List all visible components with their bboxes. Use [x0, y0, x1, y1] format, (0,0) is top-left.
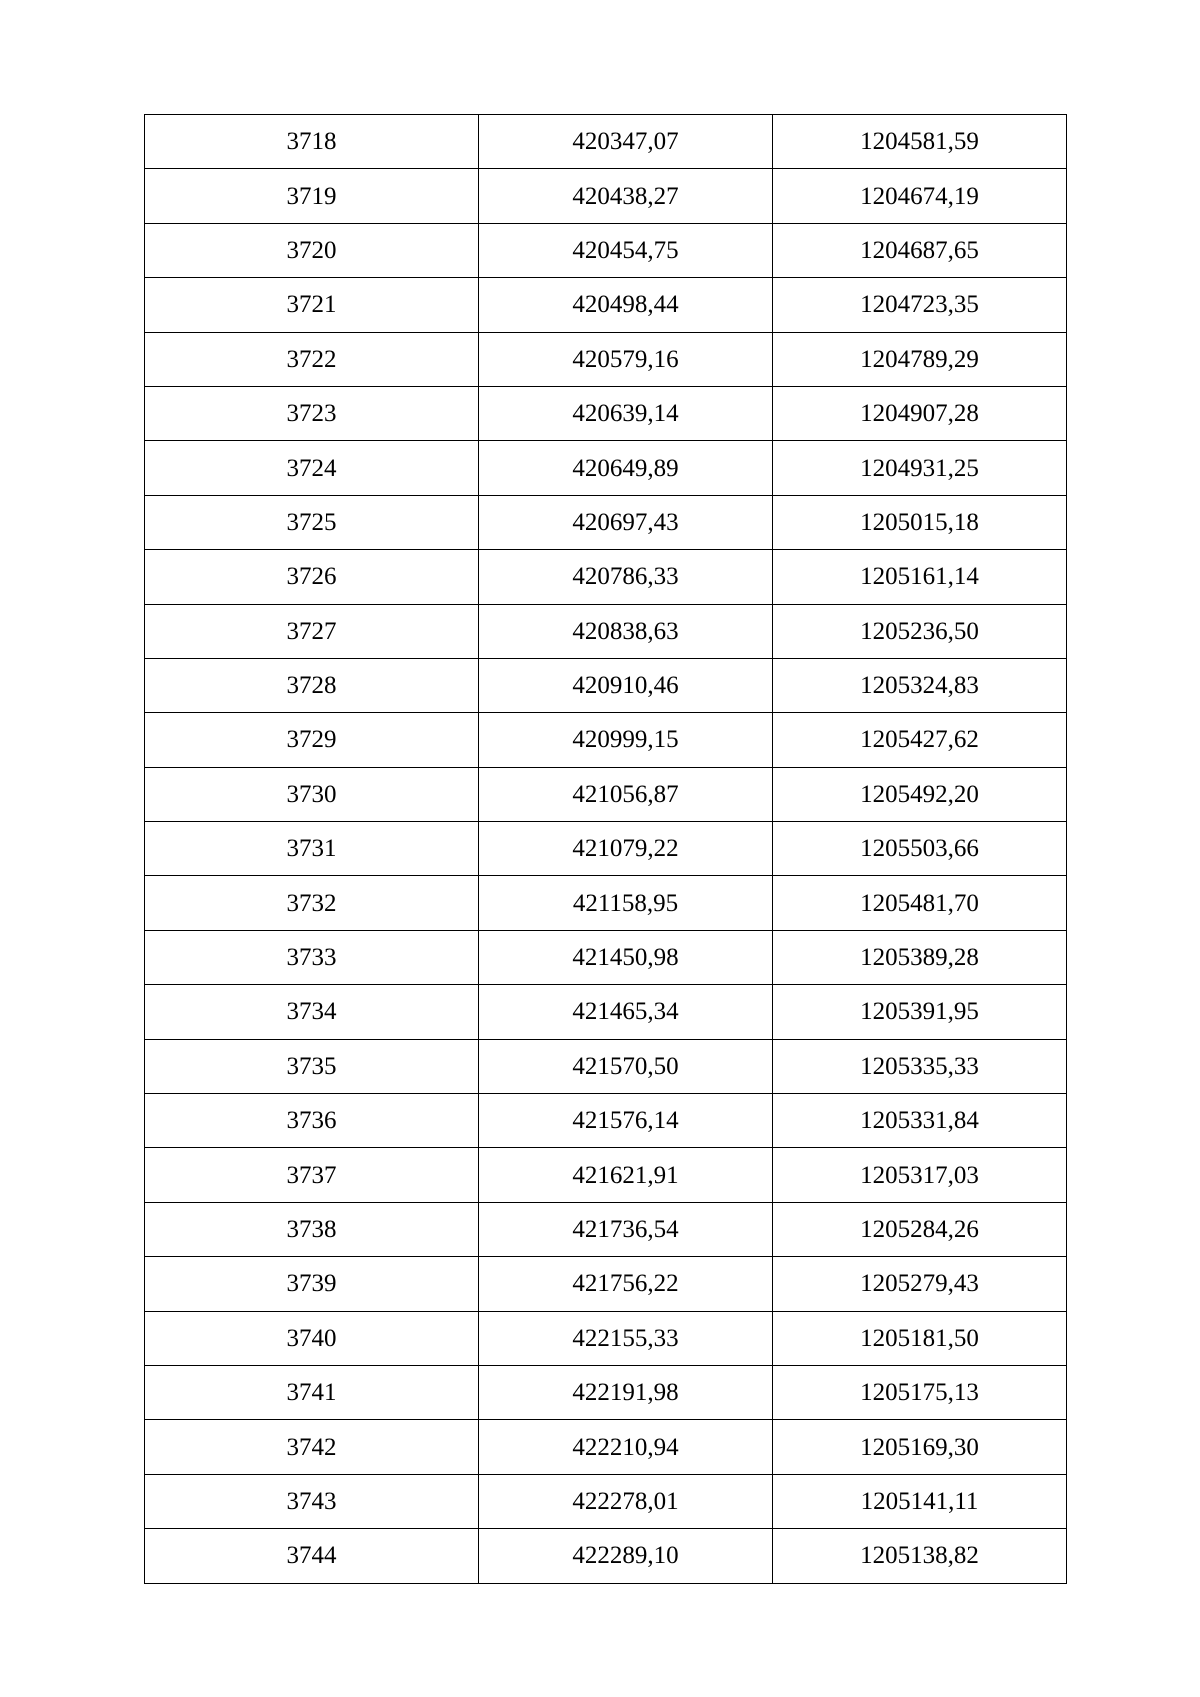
table-row [145, 550, 1067, 604]
y-coordinate-cell: 1205317,03 [773, 1148, 1067, 1202]
x-coordinate-cell: 421450,98 [479, 930, 773, 984]
x-coordinate-cell: 420786,33 [479, 550, 773, 604]
point-number-cell: 3731 [145, 822, 479, 876]
table-row [145, 713, 1067, 767]
y-coordinate-cell: 1205138,82 [773, 1529, 1067, 1583]
point-number-cell: 3720 [145, 223, 479, 277]
point-number-cell: 3741 [145, 1365, 479, 1419]
point-number-cell: 3722 [145, 332, 479, 386]
point-number-cell: 3727 [145, 604, 479, 658]
y-coordinate-cell: 1205503,66 [773, 822, 1067, 876]
table-row [145, 985, 1067, 1039]
y-coordinate-cell: 1205324,83 [773, 658, 1067, 712]
x-coordinate-cell: 420347,07 [479, 115, 773, 169]
x-coordinate-cell: 421570,50 [479, 1039, 773, 1093]
y-coordinate-cell: 1205335,33 [773, 1039, 1067, 1093]
point-number-cell: 3721 [145, 278, 479, 332]
y-coordinate-cell: 1205015,18 [773, 495, 1067, 549]
table-row [145, 386, 1067, 440]
point-number-cell: 3742 [145, 1420, 479, 1474]
y-coordinate-cell: 1204907,28 [773, 386, 1067, 440]
point-number-cell: 3718 [145, 115, 479, 169]
table-row [145, 1529, 1067, 1583]
point-number-cell: 3743 [145, 1474, 479, 1528]
y-coordinate-cell: 1204931,25 [773, 441, 1067, 495]
x-coordinate-cell: 421576,14 [479, 1094, 773, 1148]
x-coordinate-cell: 422155,33 [479, 1311, 773, 1365]
point-number-cell: 3744 [145, 1529, 479, 1583]
coordinates-table [144, 114, 1067, 1584]
x-coordinate-cell: 420454,75 [479, 223, 773, 277]
x-coordinate-cell: 420498,44 [479, 278, 773, 332]
point-number-cell: 3740 [145, 1311, 479, 1365]
y-coordinate-cell: 1205427,62 [773, 713, 1067, 767]
x-coordinate-cell: 422191,98 [479, 1365, 773, 1419]
point-number-cell: 3733 [145, 930, 479, 984]
x-coordinate-cell: 422210,94 [479, 1420, 773, 1474]
y-coordinate-cell: 1205492,20 [773, 767, 1067, 821]
table-row [145, 495, 1067, 549]
point-number-cell: 3734 [145, 985, 479, 1039]
y-coordinate-cell: 1204674,19 [773, 169, 1067, 223]
x-coordinate-cell: 421621,91 [479, 1148, 773, 1202]
point-number-cell: 3732 [145, 876, 479, 930]
table-row [145, 604, 1067, 658]
y-coordinate-cell: 1204687,65 [773, 223, 1067, 277]
table-row [145, 1257, 1067, 1311]
y-coordinate-cell: 1205284,26 [773, 1202, 1067, 1256]
x-coordinate-cell: 422278,01 [479, 1474, 773, 1528]
x-coordinate-cell: 420999,15 [479, 713, 773, 767]
table-row [145, 658, 1067, 712]
table-row [145, 876, 1067, 930]
table-row [145, 1148, 1067, 1202]
table-row [145, 1039, 1067, 1093]
point-number-cell: 3739 [145, 1257, 479, 1311]
x-coordinate-cell: 421465,34 [479, 985, 773, 1039]
x-coordinate-cell: 420579,16 [479, 332, 773, 386]
table-row [145, 1094, 1067, 1148]
table-row [145, 822, 1067, 876]
point-number-cell: 3726 [145, 550, 479, 604]
x-coordinate-cell: 420910,46 [479, 658, 773, 712]
coordinates-table-body [145, 115, 1067, 1584]
table-row [145, 169, 1067, 223]
table-row [145, 441, 1067, 495]
x-coordinate-cell: 421056,87 [479, 767, 773, 821]
y-coordinate-cell: 1204581,59 [773, 115, 1067, 169]
table-row [145, 115, 1067, 169]
table-row [145, 278, 1067, 332]
table-row [145, 1420, 1067, 1474]
y-coordinate-cell: 1205169,30 [773, 1420, 1067, 1474]
y-coordinate-cell: 1205481,70 [773, 876, 1067, 930]
y-coordinate-cell: 1204723,35 [773, 278, 1067, 332]
x-coordinate-cell: 420697,43 [479, 495, 773, 549]
y-coordinate-cell: 1205331,84 [773, 1094, 1067, 1148]
y-coordinate-cell: 1204789,29 [773, 332, 1067, 386]
table-row [145, 1365, 1067, 1419]
y-coordinate-cell: 1205175,13 [773, 1365, 1067, 1419]
y-coordinate-cell: 1205141,11 [773, 1474, 1067, 1528]
point-number-cell: 3735 [145, 1039, 479, 1093]
x-coordinate-cell: 421756,22 [479, 1257, 773, 1311]
point-number-cell: 3729 [145, 713, 479, 767]
y-coordinate-cell: 1205279,43 [773, 1257, 1067, 1311]
table-row [145, 332, 1067, 386]
y-coordinate-cell: 1205391,95 [773, 985, 1067, 1039]
x-coordinate-cell: 422289,10 [479, 1529, 773, 1583]
point-number-cell: 3724 [145, 441, 479, 495]
table-row [145, 930, 1067, 984]
point-number-cell: 3723 [145, 386, 479, 440]
x-coordinate-cell: 420438,27 [479, 169, 773, 223]
x-coordinate-cell: 421079,22 [479, 822, 773, 876]
y-coordinate-cell: 1205181,50 [773, 1311, 1067, 1365]
y-coordinate-cell: 1205389,28 [773, 930, 1067, 984]
table-row [145, 1202, 1067, 1256]
table-row [145, 1311, 1067, 1365]
point-number-cell: 3725 [145, 495, 479, 549]
point-number-cell: 3719 [145, 169, 479, 223]
point-number-cell: 3730 [145, 767, 479, 821]
point-number-cell: 3728 [145, 658, 479, 712]
y-coordinate-cell: 1205236,50 [773, 604, 1067, 658]
table-row [145, 223, 1067, 277]
x-coordinate-cell: 421736,54 [479, 1202, 773, 1256]
x-coordinate-cell: 420838,63 [479, 604, 773, 658]
point-number-cell: 3738 [145, 1202, 479, 1256]
table-row [145, 767, 1067, 821]
x-coordinate-cell: 420649,89 [479, 441, 773, 495]
y-coordinate-cell: 1205161,14 [773, 550, 1067, 604]
point-number-cell: 3737 [145, 1148, 479, 1202]
x-coordinate-cell: 421158,95 [479, 876, 773, 930]
point-number-cell: 3736 [145, 1094, 479, 1148]
x-coordinate-cell: 420639,14 [479, 386, 773, 440]
table-row [145, 1474, 1067, 1528]
